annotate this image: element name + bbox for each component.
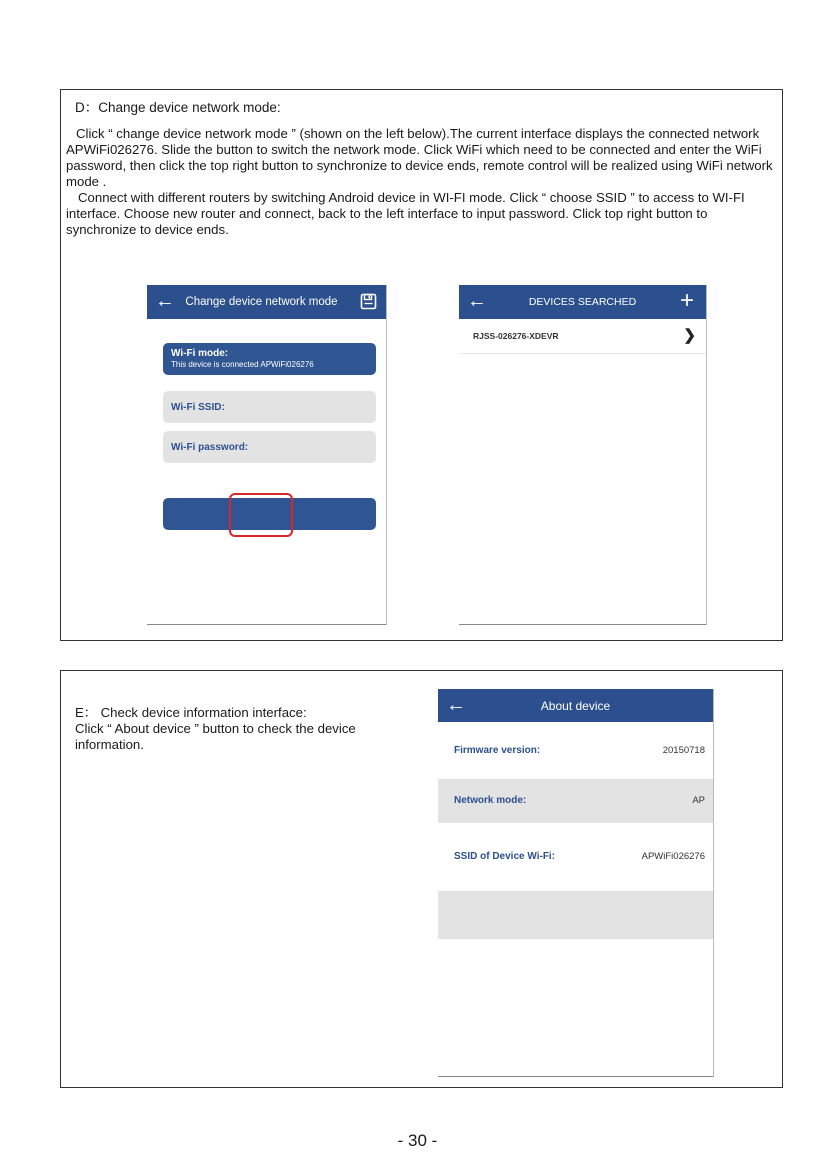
section-d-paragraph-1: Click “ change device network mode ” (shown on the left below).The current interface displays the connected network APWiFi026276. Slide the button to switch the network mode. Click WiFi which need to be connected and enter the WiFi password, then click the top right button to synchronize to device ends, remote control will be realized using WiFi network mode . xyxy=(66,126,773,189)
back-arrow-icon[interactable]: ← xyxy=(467,290,487,312)
section-e-body: Click “ About device ” button to check the device information. xyxy=(75,721,356,752)
change-network-mode-screen xyxy=(147,285,387,625)
app-bar xyxy=(147,285,386,319)
screen-title: Change device network mode xyxy=(185,296,338,308)
add-icon[interactable]: + xyxy=(679,287,694,314)
wifi-mode-status: This device is connected APWiFi026276 xyxy=(171,360,314,369)
app-bar xyxy=(459,285,706,319)
about-device-screen xyxy=(438,689,714,1077)
wifi-mode-label: Wi-Fi mode: xyxy=(171,348,229,359)
section-e-box xyxy=(60,670,783,1088)
wifi-ssid-field[interactable]: Wi-Fi SSID: xyxy=(163,391,376,423)
app-bar xyxy=(438,689,713,722)
row-value: 20150718 xyxy=(662,745,705,756)
device-list-item[interactable] xyxy=(459,319,706,354)
wifi-password-field[interactable]: Wi-Fi password: xyxy=(163,431,376,463)
row-value: APWiFi026276 xyxy=(641,851,705,862)
row-label: SSID of Device Wi-Fi: xyxy=(454,851,556,862)
screen-title: About device xyxy=(540,698,611,713)
row-label: Firmware version: xyxy=(454,745,541,756)
wifi-mode-toggle[interactable] xyxy=(163,343,376,375)
highlight-box xyxy=(229,493,293,537)
save-icon[interactable] xyxy=(360,293,377,313)
firmware-version-row xyxy=(438,729,713,773)
row-label: Network mode: xyxy=(454,795,527,806)
screen-title: DEVICES SEARCHED xyxy=(528,296,637,308)
section-d-heading: D：Change device network mode: xyxy=(75,100,281,115)
section-e-heading: E： Check device information interface: xyxy=(75,705,307,720)
back-arrow-icon[interactable]: ← xyxy=(446,694,466,716)
section-d-paragraph-2: Connect with different routers by switching Android device in WI-FI mode. Click “ choose SSID ” to access to WI-FI interface. Choose new router and connect, back to the left interface to input password. Click top right button to synchronize to device ends. xyxy=(66,190,745,237)
row-value: AP xyxy=(692,795,705,806)
devices-searched-screen xyxy=(459,285,707,625)
device-name: RJSS-026276-XDEVR xyxy=(473,331,559,341)
page-number: - 30 - xyxy=(397,1131,438,1150)
back-arrow-icon[interactable]: ← xyxy=(155,290,175,312)
network-mode-row xyxy=(438,779,713,823)
ssid-row xyxy=(438,835,713,879)
chevron-right-icon: ❯ xyxy=(683,327,696,344)
section-d-box xyxy=(60,89,783,641)
empty-row xyxy=(438,891,713,939)
